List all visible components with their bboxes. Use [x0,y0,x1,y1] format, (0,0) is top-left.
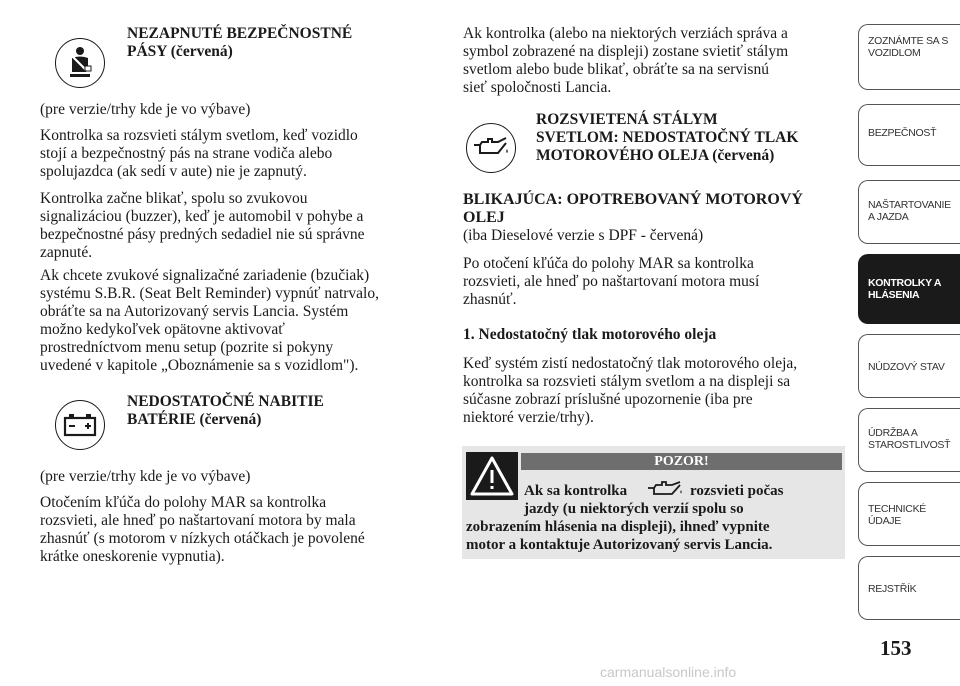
nav-tab-emergency[interactable] [858,334,960,398]
warning-line1-a: Ak sa kontrolka [524,483,628,499]
battery-heading-line1: NEDOSTATOČNÉ NABITIE [127,393,324,410]
page-number: 153 [880,636,912,660]
intro-line4: sieť spoločnosti Lancia. [463,79,612,96]
seatbelt-p4-line6: uvedené v kapitole „Oboznámenie sa s vozidlom"). [40,357,359,374]
nav-tab-label: NAŠTARTOVANIE [868,199,951,211]
warning-line1-b: rozsvieti počas [690,483,784,499]
warning-line4: motor a kontaktuje Autorizovaný servis Lancia. [466,537,773,553]
oil-heading-line2: SVETLOM: NEDOSTATOČNÝ TLAK [536,129,799,146]
nav-tab-label: VOZIDLOM [868,47,921,59]
intro-line3: svetlom alebo bude blikať, obráťte sa na servisnú [463,61,769,78]
blink-heading-line1: BLIKAJÚCA: OPOTREBOVANÝ MOTOROVÝ [463,191,803,208]
nav-tab-safety[interactable] [858,104,960,166]
chapter-nav [858,0,960,660]
battery-availability: (pre verzie/trhy kde je vo výbave) [40,468,251,485]
seatbelt-p4-line2: systému S.B.R. (Seat Belt Reminder) vypnúť natrvalo, [40,285,379,302]
seatbelt-heading-line2: PÁSY (červená) [127,43,233,60]
nav-tab-technical[interactable] [858,482,960,546]
sub-p-line2: kontrolka sa rozsvieti stálym svetlom a na displeji sa [463,373,791,390]
nav-tab-warnings[interactable] [858,254,960,324]
warning-triangle-icon [466,452,518,500]
seatbelt-p3-line3: bezpečnostné pásy predných sedadiel nie sú správne [40,226,365,243]
nav-tab-label: NÚDZOVÝ STAV [868,361,945,373]
nav-tab-label: HLÁSENIA [868,289,920,301]
nav-tab-label: ÚDRŽBA A [868,427,918,439]
seatbelt-p4-line4: možno kedykoľvek opätovne aktivovať [40,321,285,338]
battery-p2-line3: zhasnúť (s motorom v nízkych otáčkach je povolené [40,530,365,547]
nav-tab-maintenance[interactable] [858,408,960,472]
oil-heading-line1: ROZSVIETENÁ STÁLYM [536,111,718,128]
seatbelt-p3-line1: Kontrolka začne blikať, spolu so zvukovou [40,190,308,207]
intro-line1: Ak kontrolka (alebo na niektorých verziách správa a [463,25,788,42]
battery-p2-line1: Otočením kľúča do polohy MAR sa kontrolka [40,494,327,511]
watermark: carmanualsonline.info [600,664,737,680]
seatbelt-availability: (pre verzie/trhy kde je vo výbave) [40,101,251,118]
nav-tab-label: ÚDAJE [868,515,901,527]
seatbelt-p2-line1: Kontrolka sa rozsvieti stálym svetlom, keď vozidlo [40,127,358,144]
low-oil-subheading: 1. Nedostatočný tlak motorového oleja [463,326,717,343]
seatbelt-p3-line2: signalizáciou (buzzer), keď je automobil v pohybe a [40,208,364,225]
warning-title: POZOR! [521,453,842,470]
nav-tab-label: BEZPEČNOSŤ [868,127,937,139]
oil-heading-line3: MOTOROVÉHO OLEJA (červená) [536,147,775,164]
battery-heading-line2: BATÉRIE (červená) [127,411,262,428]
warning-line2: jazdy (u niektorých verzií spolu so [524,501,744,517]
blink-p-line1: Po otočení kľúča do polohy MAR sa kontrolka [463,255,754,272]
sub-p-line3: súčasne zobrazí príslušné upozornenie (iba pre [463,391,753,408]
blink-p-line2: rozsvieti, ale hneď po naštartovaní motora musí [463,273,760,290]
sub-p-line1: Keď systém zistí nedostatočný tlak motorového oleja, [463,355,798,372]
battery-warning-icon [55,400,105,450]
seatbelt-p3-line4: zapnuté. [40,244,93,261]
nav-tab-vehicle[interactable] [858,24,960,90]
seatbelt-heading-line1: NEZAPNUTÉ BEZPEČNOSTNÉ [127,25,353,42]
seatbelt-p2-line3: spolujazdca (ak sedí v aute) nie je zapnutý. [40,163,307,180]
warning-line3: zobrazením hlásenia na displeji), ihneď vypnite [466,519,770,535]
nav-tab-label: A JAZDA [868,211,909,223]
seatbelt-p2-line2: stojí a bezpečnostný pás na strane vodiča alebo [40,145,333,162]
nav-tab-starting[interactable] [858,180,960,244]
blink-subtitle: (iba Dieselové verzie s DPF - červená) [463,227,704,244]
seatbelt-p4-line3: obráťte sa na Autorizovaný servis Lancia. Systém [40,303,349,320]
battery-p2-line4: krátke oneskorenie vypnutia). [40,548,225,565]
sub-p-line4: niektoré verzie/trhy). [463,409,594,426]
seatbelt-p4-line1: Ak chcete zvukové signalizačné zariadenie (bzučiak) [40,267,370,284]
nav-tab-label: STAROSTLIVOSŤ [868,439,951,451]
nav-tab-label: TECHNICKÉ [868,503,926,515]
seatbelt-warning-icon [55,38,105,88]
intro-line2: symbol zobrazené na displeji) zostane svietiť stálym [463,43,789,60]
blink-heading-line2: OLEJ [463,209,505,226]
oil-pressure-icon [466,123,516,173]
nav-tab-index[interactable] [858,556,960,620]
seatbelt-p4-line5: prostredníctvom menu setup (pozrite si pokyny [40,339,334,356]
battery-p2-line2: rozsvieti, ale hneď po naštartovaní motora by mala [40,512,356,529]
nav-tab-label: ZOZNÁMTE SA S [868,35,949,47]
blink-p-line3: zhasnúť. [463,291,517,308]
nav-tab-label: REJSTŘÍK [868,583,917,595]
nav-tab-label: KONTROLKY A [868,277,942,289]
